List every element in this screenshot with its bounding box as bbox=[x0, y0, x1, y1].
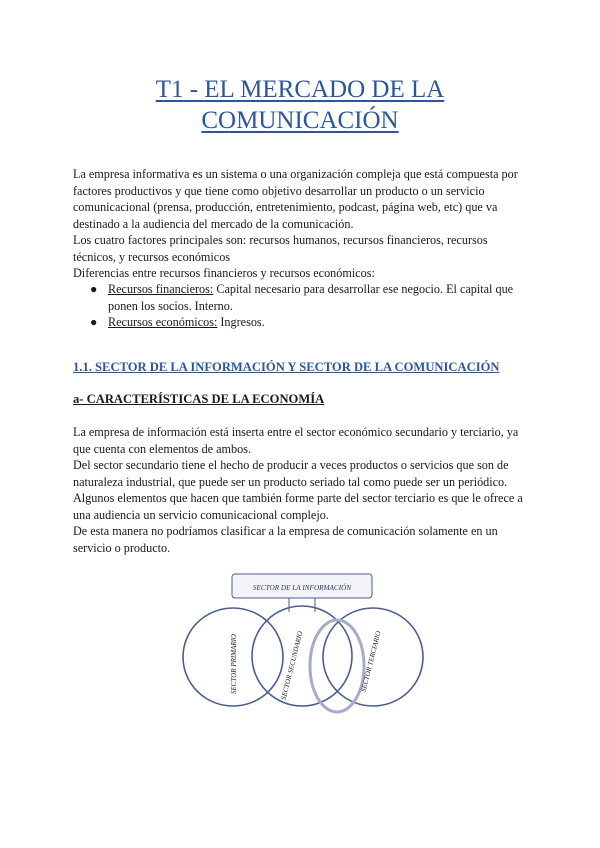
sector-venn-diagram bbox=[176, 570, 436, 720]
primary-sector-label: SECTOR PRIMARIO bbox=[230, 634, 238, 694]
section-paragraph-4: De esta manera no podríamos clasificar a la empresa de comunicación solamente en un servicio o producto. bbox=[73, 524, 498, 555]
section-paragraph-2: Del sector secundario tiene el hecho de producir a veces productos o servicios que son de naturaleza industrial, que puede ser un producto seriado tal como puede ser un periódico. bbox=[73, 458, 509, 489]
differences-paragraph: Diferencias entre recursos financieros y recursos económicos: bbox=[73, 266, 375, 280]
title-line-1: T1 - EL MERCADO DE LA bbox=[155, 76, 445, 103]
factors-paragraph: Los cuatro factores principales son: recursos humanos, recursos financieros, recursos técnicos, y recursos económicos bbox=[73, 233, 488, 264]
intro-paragraph: La empresa informativa es un sistema o una organización compleja que está compuesta por factores productivos y que tiene como objetivo desarrollar un producto o un servicio comunicacional (prensa, producción, entretenimiento, podcast, página web, etc) que va destinado a la audiencia del mercado de la comunicación. bbox=[73, 167, 518, 231]
bullet-term: Recursos financieros: bbox=[108, 282, 214, 296]
section-paragraph-3: Algunos elementos que hacen que también forme parte del sector terciario es que le ofrece a una audiencia un servicio comunicacional complejo. bbox=[73, 491, 523, 522]
bullet-text: Ingresos. bbox=[217, 315, 265, 329]
bullet-text: Capital necesario para desarrollar ese negocio. El capital que ponen los socios. Interno. bbox=[108, 282, 514, 313]
list-item bbox=[73, 314, 528, 331]
subsection-heading: a- CARACTERÍSTICAS DE LA ECONOMÍA bbox=[73, 392, 325, 406]
bullet-icon: ● bbox=[90, 315, 98, 329]
info-sector-label: SECTOR DE LA INFORMACIÓN bbox=[252, 584, 352, 592]
document-title bbox=[0, 74, 600, 136]
section-paragraph-1: La empresa de información está inserta entre el sector económico secundario y terciario, ya que cuenta con elementos de ambos. bbox=[73, 425, 519, 456]
information-sector-highlight bbox=[310, 620, 364, 712]
title-line-2: COMUNICACIÓN bbox=[201, 107, 399, 134]
section-heading: 1.1. SECTOR DE LA INFORMACIÓN Y SECTOR DE LA COMUNICACIÓN bbox=[73, 360, 500, 374]
secondary-sector-label: SECTOR SECUNDARIO bbox=[279, 630, 305, 701]
resources-bullet-list bbox=[73, 281, 528, 331]
tertiary-sector-label: SECTOR TERCIARIO bbox=[359, 630, 383, 693]
bullet-icon: ● bbox=[90, 282, 98, 296]
bullet-term: Recursos económicos: bbox=[108, 315, 218, 329]
list-item bbox=[73, 281, 528, 314]
